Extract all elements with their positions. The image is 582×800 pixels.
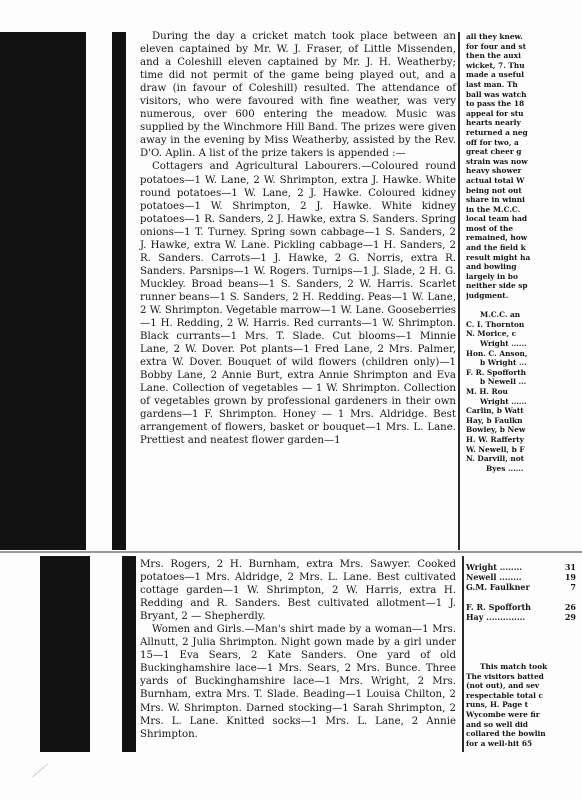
adjacent-line: b Newell ... bbox=[480, 377, 527, 387]
paragraph-prizes-continued: Mrs. Rogers, 2 H. Burnham, extra Mrs. Sawyer. Cooked potatoes—1 Mrs. Aldridge, 2 Mrs. L. Lane. Best cultivated cottage garden—1 W. Shrimpton, 2 W. Harris, extra H. Redding and R. Sanders. Best cultivated allotment—1 J. Bryant, 2 — Shepherdly. bbox=[140, 559, 456, 623]
bowling-figures bbox=[466, 562, 576, 622]
paragraph-cottagers-prizes: Cottagers and Agricultural Labourers.—Coloured round potatoes—1 W. Lane, 2 W. Shrimpton, extra J. Hawke. White round potatoes—1 W. Lane, 2 J. Hawke. Coloured kidney potatoes—1 W. Shrimpton, 2 J. Hawke. White kidney potatoes—1 R. Sanders, 2 J. Hawke, extra S. Sanders. Spring onions—1 T. Turney. Spring sown cabbage—1 S. Sanders, 2 J. Hawke, extra W. Lane. Pickling cabbage—1 H. Sanders, 2 R. Sanders. Carrots—1 J. Hawke, 2 G. Norris, extra R. Sanders. Parsnips—1 W. Rogers. Turnips—1 J. Slade, 2 H. G. Muckley. Broad beans—1 S. Sanders, 2 W. Harris. Scarlet runner beans—1 S. Sanders, 2 H. Redding. Peas—1 W. Lane, 2 W. Shrimpton. Vegetable marrow—1 W. Lane. Gooseberries—1 H. Redding, 2 W. Harris. Red currants—1 W. Shrimpton. Black currants—1 Mrs. T. Slade. Cut blooms—1 Minnie Lane, 2 W. Dover. Pot plants—1 Fred Lane, 2 Mrs. Palmer, extra W. Dover. Bouquet of wild flowers (children only)—1 Bobby Lane, 2 Annie Burt, extra Annie Shrimpton and Eva Lane. Collection of vegetables — 1 W. Shrimpton. Collection of vegetables grown by professional gardeners in their own gardens—1 F. Shrimpton. Honey — 1 Mrs. Aldridge. Best arrangement of flowers, basket or bouquet—1 Mrs. L. Lane. Prettiest and neatest flower garden—1 bbox=[140, 161, 456, 447]
article-column-top bbox=[140, 30, 456, 448]
adjacent-line: M. H. Rou bbox=[466, 386, 508, 396]
bowling-row: F. R. Spofforth 26 bbox=[466, 602, 576, 612]
adjacent-line: last man. Th bbox=[466, 79, 518, 89]
adjacent-line: N. Darvill, not bbox=[466, 454, 525, 464]
page-tear-line bbox=[0, 551, 582, 553]
adjacent-line: to pass the 18 bbox=[466, 99, 525, 109]
adjacent-line: then the auxi bbox=[466, 51, 521, 61]
adjacent-line: hearts nearly bbox=[466, 118, 521, 128]
adjacent-line: neither side sp bbox=[466, 281, 528, 291]
adjacent-line: strain was now bbox=[466, 156, 528, 166]
column-divider-top bbox=[458, 32, 460, 550]
adjacent-line: made a useful bbox=[466, 70, 525, 80]
adjacent-line: Wycombe were fir bbox=[466, 709, 540, 719]
adjacent-line: Hay, b Faulkn bbox=[466, 415, 523, 425]
article-column-bottom bbox=[140, 558, 456, 741]
bowling-row: Hay .............. 29 bbox=[466, 612, 576, 622]
left-black-margin-top bbox=[0, 32, 86, 550]
adjacent-line: heavy shower bbox=[466, 166, 522, 176]
adjacent-line: judgment. bbox=[466, 291, 509, 301]
adjacent-line: C. I. Thornton bbox=[466, 319, 525, 329]
adjacent-line: for four and st bbox=[466, 41, 527, 51]
adjacent-line: actual total W bbox=[466, 175, 525, 185]
adjacent-line: largely in bo bbox=[466, 271, 518, 281]
adjacent-line: Wright ...... bbox=[480, 396, 527, 406]
bowling-row bbox=[466, 592, 576, 602]
column-rule-thick-bottom bbox=[122, 556, 136, 752]
adjacent-line: ball was watch bbox=[466, 89, 527, 99]
column-rule-thick-top bbox=[112, 32, 126, 550]
adjacent-line: off for two, a bbox=[466, 137, 519, 147]
adjacent-line: M.C.C. an bbox=[480, 310, 521, 320]
adjacent-line: and so well did bbox=[466, 719, 528, 729]
adjacent-line: respectable total c bbox=[466, 690, 544, 700]
adjacent-line: result might ha bbox=[466, 252, 531, 262]
adjacent-line: appeal for stu bbox=[466, 108, 524, 118]
adjacent-line: W. Newell, b F bbox=[466, 444, 525, 454]
adjacent-line: remained, how bbox=[466, 233, 528, 243]
adjacent-line: collared the bowlin bbox=[466, 729, 546, 739]
column-divider-bottom bbox=[462, 556, 464, 752]
adjacent-line: and bowling bbox=[466, 262, 517, 272]
adjacent-line: Bowley, b New bbox=[466, 425, 526, 435]
adjacent-line: share in winni bbox=[466, 195, 525, 205]
adjacent-line: returned a neg bbox=[466, 127, 528, 137]
adjacent-line: all they knew. bbox=[466, 32, 523, 41]
adjacent-line: H. W. Rafferty bbox=[466, 434, 524, 444]
adjacent-column-bottom bbox=[466, 662, 576, 748]
adjacent-line: Hon. C. Anson, bbox=[466, 348, 528, 358]
adjacent-line: Byes ...... bbox=[486, 463, 524, 473]
adjacent-line: for a well-hit 65 bbox=[466, 738, 533, 748]
bowling-row: Wright ........ 31 bbox=[466, 562, 576, 572]
adjacent-line: wicket, 7. Thu bbox=[466, 60, 525, 70]
paragraph-cricket-match: During the day a cricket match took place between an eleven captained by Mr. W. J. Fraser, of Little Missenden, and a Coleshill eleven captained by Mr. J. H. Weatherby; time did not permit of the game being played out, and a draw (in favour of Coleshill) resulted. The attendance of visitors, who were favoured with fine weather, was very numerous, over 600 entering the meadow. Music was supplied by the Winchmore Hill Band. The prizes were given away in the evening by Miss Weatherby, assisted by the Rev. D'O. Aplin. A list of the prize takers is appended :— bbox=[140, 31, 456, 160]
adjacent-line: N. Morice, c bbox=[466, 329, 517, 339]
adjacent-line: being not out bbox=[466, 185, 522, 195]
adjacent-line bbox=[466, 301, 576, 311]
adjacent-line: runs, H. Page t bbox=[466, 700, 529, 710]
adjacent-line: This match took bbox=[480, 662, 548, 671]
adjacent-line: The visitors batted bbox=[466, 671, 544, 681]
adjacent-line: great cheer g bbox=[466, 147, 522, 157]
left-black-margin-bottom bbox=[40, 556, 90, 752]
scan-crease bbox=[32, 764, 48, 778]
adjacent-column-top bbox=[466, 32, 576, 473]
adjacent-line: b Wright ... bbox=[480, 358, 527, 368]
adjacent-line: F. R. Spofforth bbox=[466, 367, 527, 377]
bowling-row: Newell ........ 19 bbox=[466, 572, 576, 582]
adjacent-line: Carlin, b Watt bbox=[466, 406, 524, 416]
bowling-row: G.M. Faulkner 7 bbox=[466, 582, 576, 592]
adjacent-line: Wright ...... bbox=[480, 339, 527, 348]
adjacent-line: (not out), and sev bbox=[466, 681, 540, 691]
adjacent-line: local team had bbox=[466, 214, 528, 224]
adjacent-line: most of the bbox=[466, 223, 514, 233]
paragraph-women-and-girls: Women and Girls.—Man's shirt made by a woman—1 Mrs. Allnutt, 2 Julia Shrimpton. Night gown made by a girl under 15—1 Eva Sears, 2 Kate Sanders. One yard of old Buckinghamshire lace—1 Mrs. Sears, 2 Mrs. Bunce. Three yards of Buckinghamshire lace—1 Mrs. Wright, 2 Mrs. Burnham, extra Mrs. T. Slade. Beading—1 Louisa Chilton, 2 Mrs. W. Shrimpton. Darned stocking—1 Sarah Shrimpton, 2 Mrs. L. Lane. Knitted socks—1 Mrs. L. Lane, 2 Annie Shrimpton. bbox=[140, 624, 456, 740]
adjacent-line: in the M.C.C. bbox=[466, 204, 521, 214]
adjacent-line: and the field k bbox=[466, 243, 526, 253]
